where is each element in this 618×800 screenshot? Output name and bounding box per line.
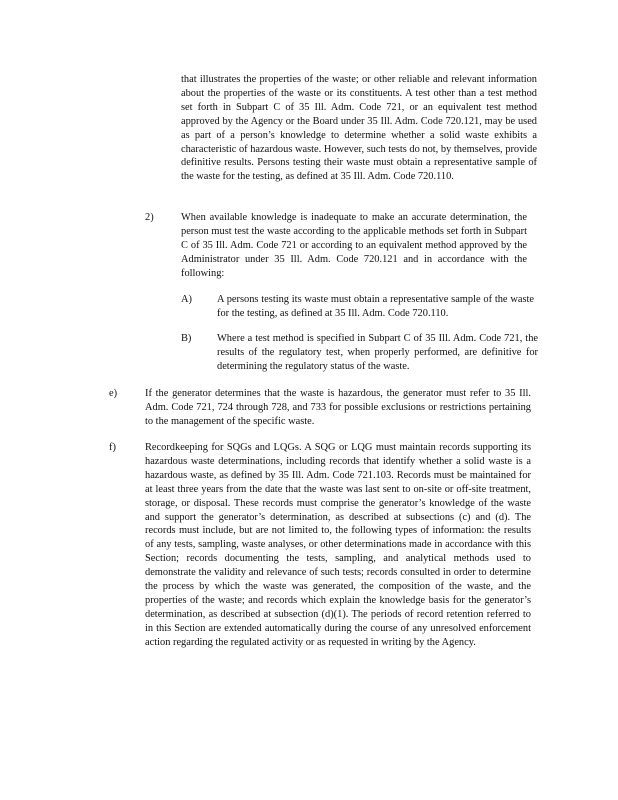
paragraph-item-e: If the generator determines that the waste is hazardous, the generator must refer to 35 Ill. Adm. Code 721, 724 through 728, and 733 for possible exclusions or restrictions pertaining to the management of the specific waste. xyxy=(145,388,531,427)
list-marker-e: e) xyxy=(109,388,118,399)
paragraph-intro-continuation: that illustrates the properties of the waste; or other reliable and relevant information about the properties of the waste or its constituents. A test other than a test method set forth in Subpart C of 35 Ill. Adm. Code 721, or an equivalent test method approved by the Agency or the Board under 35 Ill. Adm. Code 720.121, may be used as part of a person’s knowledge to determine whether a solid waste exhibits a characteristic of hazardous waste. However, such tests do not, by themselves, provide definitive results. Persons testing their waste must obtain a representative sample of the waste for the testing, as defined at 35 Ill. Adm. Code 720.110. xyxy=(181,74,537,183)
paragraph-item-2: When available knowledge is inadequate to make an accurate determination, the person must test the waste according to the applicable methods set forth in Subpart C of 35 Ill. Adm. Code 721 or according to an equivalent method approved by the Administrator under 35 Ill. Adm. Code 720.121 and in accordance with the following: xyxy=(181,212,527,279)
list-marker-f: f) xyxy=(109,442,116,453)
paragraph-item-b: Where a test method is specified in Subpart C of 35 Ill. Adm. Code 721, the results of the regulatory test, when properly performed, are definitive for determining the regulatory status of the waste. xyxy=(217,333,538,372)
list-marker-a: A) xyxy=(181,294,192,305)
list-marker-b: B) xyxy=(181,333,192,344)
paragraph-item-a: A persons testing its waste must obtain a representative sample of the waste for the testing, as defined at 35 Ill. Adm. Code 720.110. xyxy=(217,294,534,319)
list-marker-2: 2) xyxy=(145,212,154,223)
paragraph-item-f: Recordkeeping for SQGs and LQGs. A SQG or LQG must maintain records supporting its hazardous waste determinations, including records that identify whether a solid waste is a hazardous waste, as defined by 35 Ill. Adm. Code 721.103. Records must be maintained for at least three years from the date that the waste was last sent to on-site or off-site treatment, storage, or disposal. These records must comprise the generator’s knowledge of the waste and support the generator’s determination, as described at subsections (c) and (d). The records must include, but are not limited to, the following types of information: the results of any tests, sampling, waste analyses, or other determinations made in accordance with this Section; records documenting the tests, sampling, and analytical methods used to demonstrate the validity and relevance of such tests; records consulted in order to determine the process by which the waste was generated, the composition of the waste, and the properties of the waste; and records which explain the knowledge basis for the generator’s determination, as described at subsection (d)(1). The periods of record retention referred to in this Section are extended automatically during the course of any unresolved enforcement action regarding the regulated activity or as requested in writing by the Agency. xyxy=(145,442,531,648)
